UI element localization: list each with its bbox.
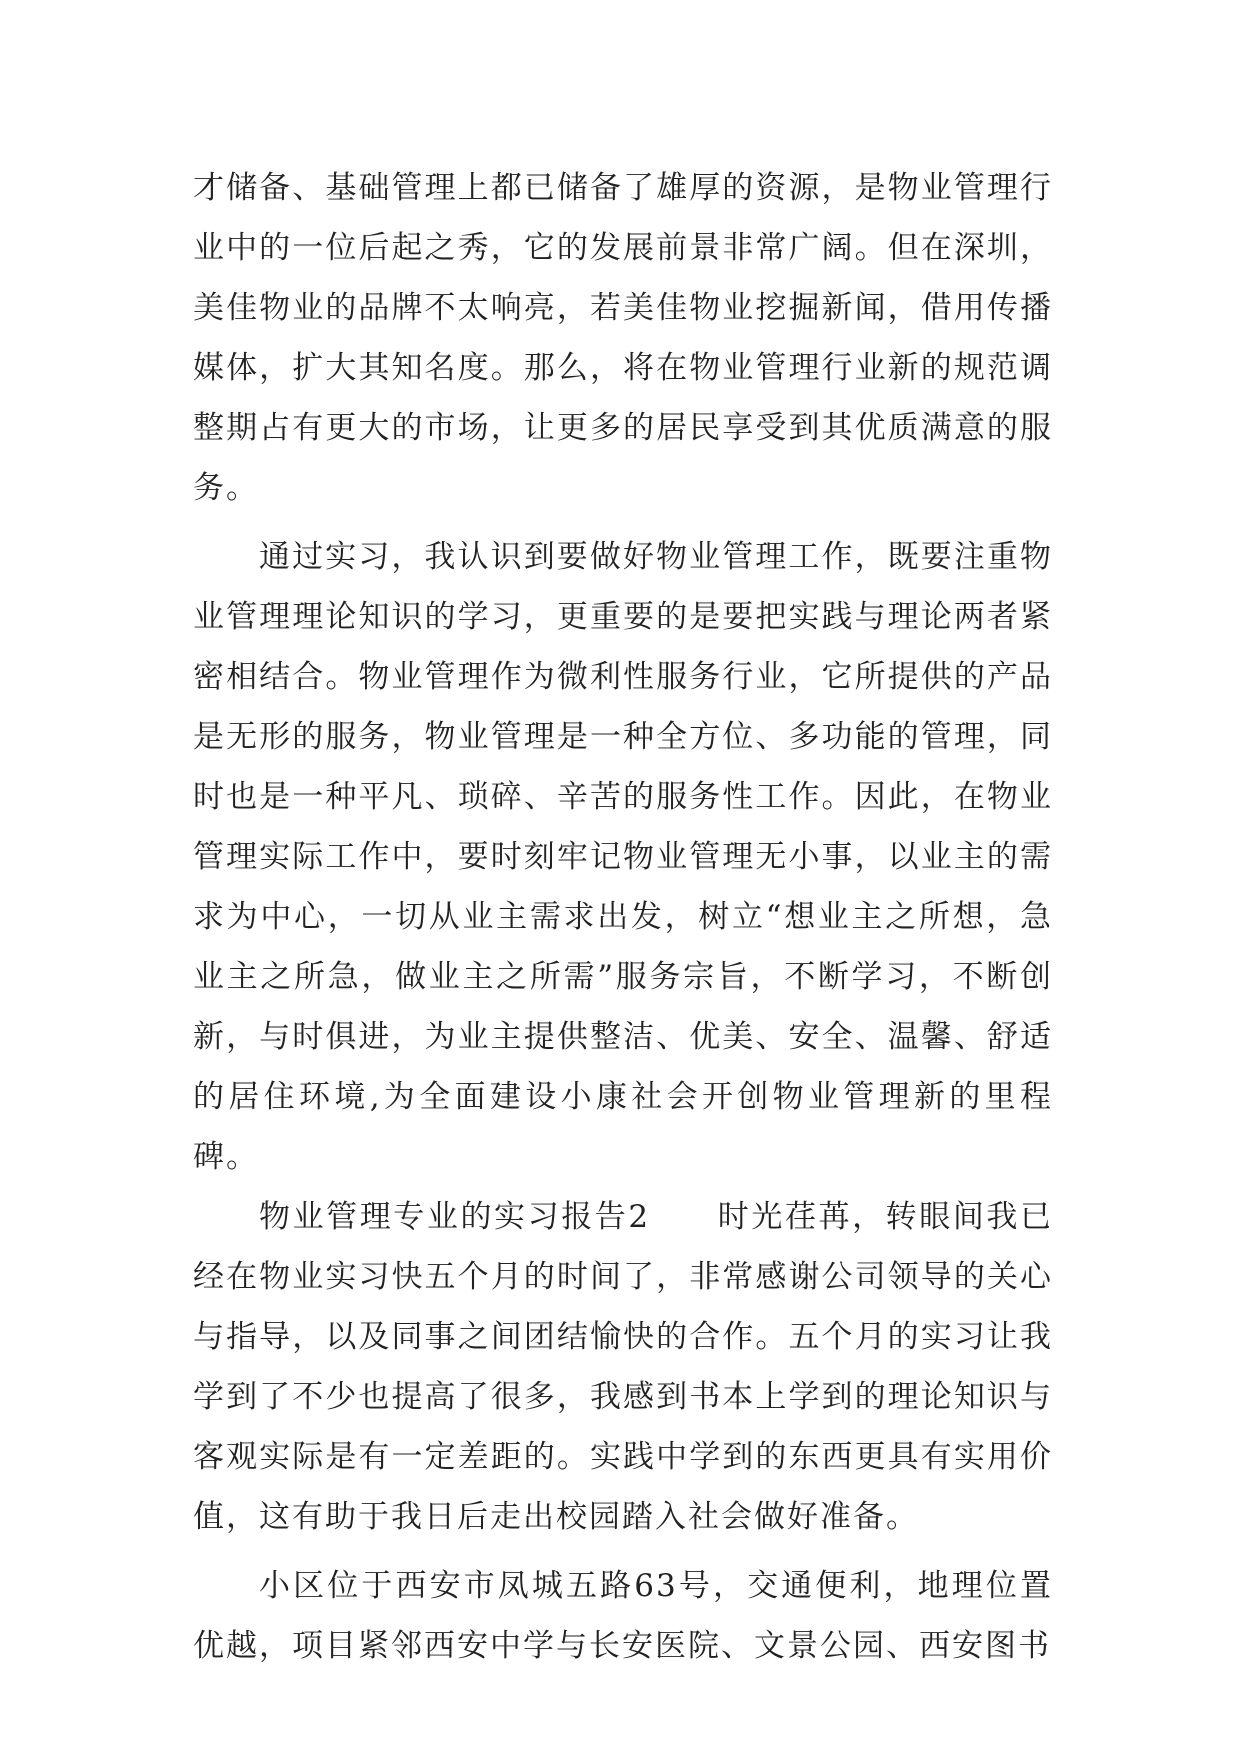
paragraph-1: 才储备、基础管理上都已储备了雄厚的资源，是物业管理行业中的一位后起之秀，它的发展前景非常广阔。但在深圳，美佳物业的品牌不太响亮，若美佳物业挖掘新闻，借用传播媒体，扩大其知名度。那么，将在物业管理行业新的规范调整期占有更大的市场，让更多的居民享受到其优质满意的服务。 xyxy=(193,170,1053,506)
paragraph-2: 通过实习，我认识到要做好物业管理工作，既要注重物业管理理论知识的学习，更重要的是要把实践与理论两者紧密相结合。物业管理作为微利性服务行业，它所提供的产品是无形的服务，物业管理是一种全方位、多功能的管理，同时也是一种平凡、琐碎、辛苦的服务性工作。因此，在物业管理实际工作中，要时刻牢记物业管理无小事，以业主的需求为中心，一切从业主需求出发，树立“想业主之所想，急业主之所急，做业主之所需”服务宗旨，不断学习，不断创新，与时俱进，为业主提供整洁、优美、安全、温馨、舒适的居住环境,为全面建设小康社会开创物业管理新的里程碑。 xyxy=(193,539,1053,1175)
paragraph-4: 小区位于西安市凤城五路63号，交通便利，地理位置优越，项目紧邻西安中学与长安医院、文景公园、西安图书 xyxy=(193,1568,1053,1664)
paragraph-3: 物业管理专业的实习报告2 时光荏苒，转眼间我已经在物业实习快五个月的时间了，非常感谢公司领导的关心与指导，以及同事之间团结愉快的合作。五个月的实习让我学到了不少也提高了很多，我感到书本上学到的理论知识与客观实际是有一定差距的。实践中学到的东西更具有实用价值，这有助于我日后走出校园踏入社会做好准备。 xyxy=(193,1199,1053,1535)
document-body xyxy=(193,158,1053,1676)
